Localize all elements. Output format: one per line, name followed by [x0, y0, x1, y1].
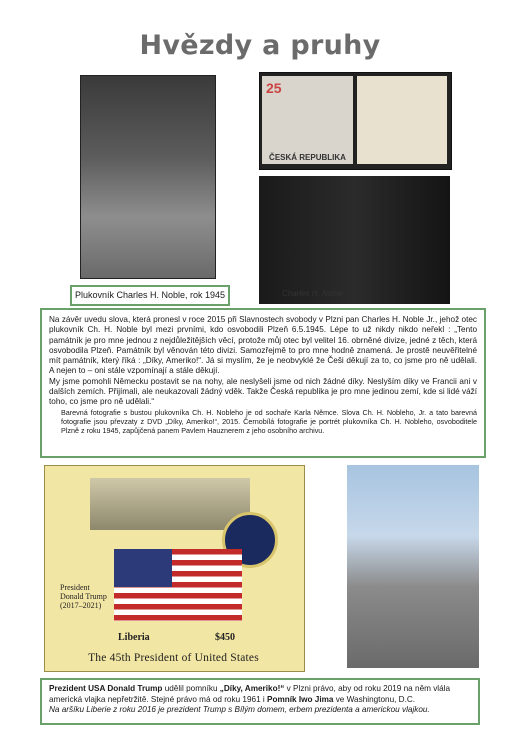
us-flag-canton	[114, 549, 172, 587]
portrait-caption: Plukovník Charles H. Noble, rok 1945	[70, 285, 230, 306]
main-text-paragraph-1: Na závěr uvedu slova, která pronesl v roce 2015 při Slavnostech svobody v Plzni pan Charles H. Noble Jr., jehož otec plukovník Ch. H. Noble byl mezi prvními, kdo osvobodili Plzeň 6.5.1945. Lépe to už nikdy nikdo neřekl : „Tento památník je pro mne jednou z nejdůležitějších věcí, protože můj otec byl velitel 16. obrněné divize, jedné z těch, která osvobodila Plzeň. Památník byl věnován této divizi. Samozřejmě to pro mne hodně znamená. Je prostě neuvěřitelné mít památník, který říká : „Díky, Ameriko!“. Já si myslím, že je neobvyklé že Češi děkují za to, co jsme pro ně udělali. A nejen to – oni stále vzpomínají a stále děkují.	[49, 315, 477, 376]
main-text-note: Barevná fotografie s bustou plukovníka Ch. H. Nobleho je od sochaře Karla Němce. Slova Ch. H. Nobleho, Jr. a tato barevná fotografie jsou převzaty z DVD „Díky, Ameriko!“, 2015. Černobílá fotografie je portrét plukovníka Ch. H. Nobleho, osvoboditele Plzně z roku 1945, zapůjčená panem Pavlem Hauznerem z jeho osobního archivu.	[61, 407, 477, 436]
stamp-coin-image	[357, 76, 447, 164]
white-house-image	[90, 478, 250, 530]
main-text-paragraph-2: My jsme pomohli Německu postavit se na nohy, ale neslyšeli jsme od nich žádné díky. Neslyším díky ve Francii ani v dalších zemích. Přijímali, ale neukazovali žádný vděk. Takže Česká republika je pro mne jedinou zemí, kde si lidé váží toho, co jsme pro ně udělali.“	[49, 376, 477, 407]
bust-signature: Charles H. Noble	[282, 289, 343, 298]
president-label: President	[60, 583, 90, 592]
portrait-photo	[80, 75, 216, 279]
sheet-country: Liberia	[118, 632, 150, 643]
sheet-title: The 45th President of United States	[88, 652, 259, 664]
bottom-text-iwo-jima: Pomník Iwo Jima	[267, 694, 334, 704]
bottom-text-president: Prezident USA Donald Trump	[49, 684, 163, 693]
page-title: Hvězdy a pruhy	[139, 30, 381, 61]
president-label-block	[60, 583, 107, 610]
memorial-photo	[347, 465, 479, 668]
bottom-text-monument: „Díky, Ameriko!“	[219, 684, 285, 693]
bottom-text-granted: udělil pomníku	[162, 684, 220, 693]
sheet-price: $450	[215, 632, 235, 643]
bottom-text-line-1	[49, 684, 471, 705]
president-name: Donald Trump	[60, 592, 107, 601]
bottom-text-line-2: Na aršíku Liberie z roku 2016 je prezident Trump s Bílým domem, erbem prezidenta a americkou vlajkou.	[49, 705, 430, 714]
bottom-text-right: v Plzni právo, aby od roku 2019 na něm vlála americká vlajka nepřetržitě. Stejné právo má od roku 1961 i	[49, 684, 451, 704]
stamp-country: ČESKÁ REPUBLIKA	[269, 153, 346, 162]
bust-photo	[259, 176, 450, 304]
president-years: (2017–2021)	[60, 601, 102, 610]
stamp-value: 25	[266, 80, 282, 96]
bottom-text-washington: ve Washingtonu, D.C.	[333, 694, 416, 704]
bottom-text-box	[40, 678, 480, 725]
main-text-box	[40, 308, 486, 458]
